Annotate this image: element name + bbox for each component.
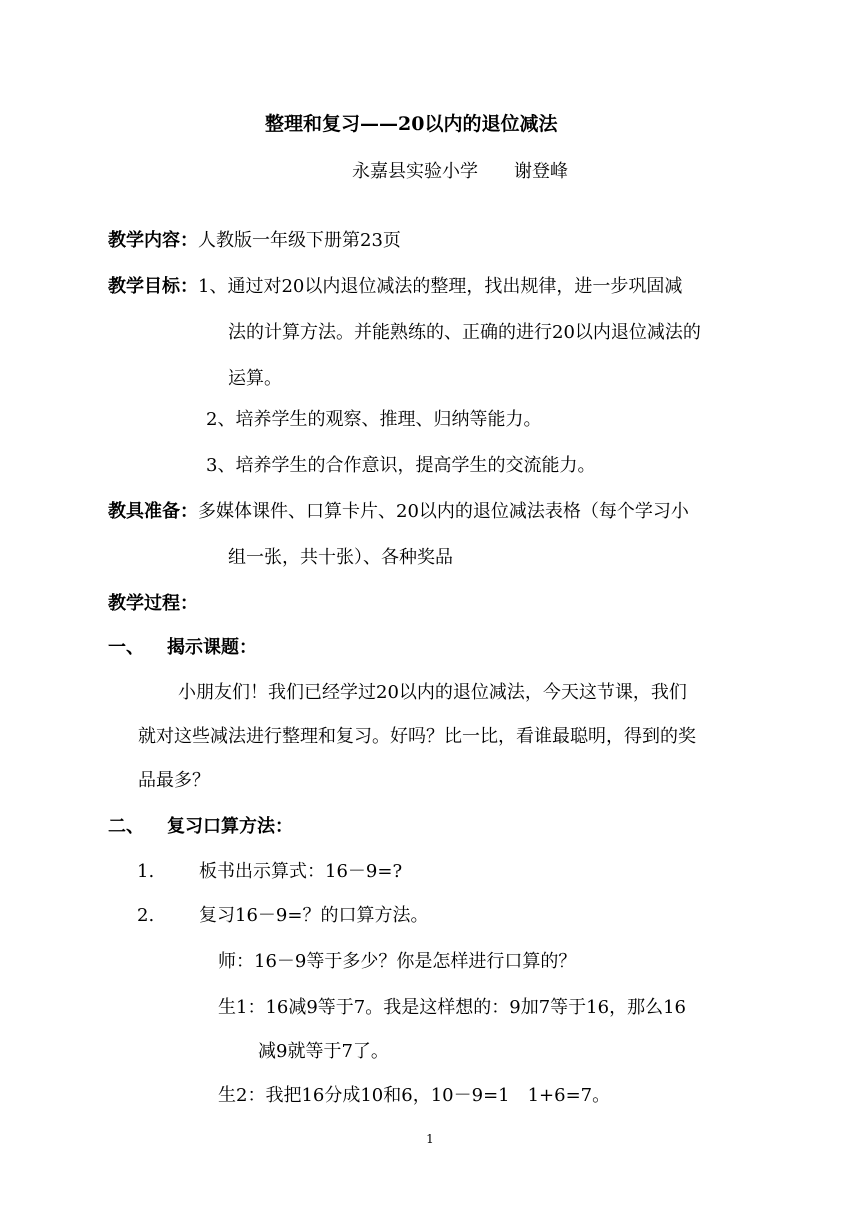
section-1-para-line-1: 小朋友们！我们已经学过20以内的退位减法，今天这节课，我们 [178, 682, 687, 703]
page-number: 1 [426, 1132, 434, 1146]
section-1-heading: 揭示课题： [167, 637, 257, 658]
section-1-para-line-3: 品最多？ [138, 770, 210, 791]
goal-1-line-2: 法的计算方法。并能熟练的、正确的进行20以内退位减法的 [228, 322, 701, 343]
section-2-number: 二、 [108, 816, 144, 837]
goal-1-line-3: 运算。 [228, 368, 282, 389]
page-title: 整理和复习——20以内的退位减法 [265, 113, 558, 135]
content-row [108, 229, 401, 253]
item-1-number: 1. [137, 861, 155, 882]
content-text: 人教版一年级下册第23页 [198, 230, 401, 251]
goal-3: 3、培养学生的合作意识，提高学生的交流能力。 [206, 455, 596, 476]
goals-label: 教学目标： [108, 276, 198, 297]
student-2-answer: 生2：我把16分成10和6，10－9=1 1+6=7。 [218, 1085, 611, 1106]
teacher-question: 师：16－9等于多少？你是怎样进行口算的？ [218, 951, 577, 972]
item-1-text: 板书出示算式：16－9=? [199, 861, 403, 882]
section-1-number: 一、 [108, 637, 144, 658]
goals-row [108, 275, 682, 299]
goal-2: 2、培养学生的观察、推理、归纳等能力。 [206, 409, 542, 430]
author-line: 永嘉县实验小学 谢登峰 [352, 161, 568, 182]
content-label: 教学内容： [108, 230, 198, 251]
item-2-number: 2. [137, 905, 155, 926]
section-1-para-line-2: 就对这些减法进行整理和复习。好吗？比一比，看谁最聪明，得到的奖 [138, 726, 696, 747]
student-1-line-1: 生1：16减9等于7。我是这样想的：9加7等于16，那么16 [218, 997, 686, 1018]
item-2-text: 复习16－9=？的口算方法。 [199, 905, 429, 926]
prep-line-2: 组一张，共十张）、各种奖品 [228, 547, 453, 568]
prep-label: 教具准备： [108, 501, 198, 522]
student-1-line-2: 减9就等于7了。 [258, 1041, 389, 1062]
prep-line-1: 多媒体课件、口算卡片、20以内的退位减法表格（每个学习小 [198, 501, 689, 522]
section-2-heading: 复习口算方法： [167, 816, 293, 837]
process-label: 教学过程： [108, 593, 198, 614]
prep-row [108, 500, 689, 524]
goal-1-line-1: 1、通过对20以内退位减法的整理，找出规律，进一步巩固减 [198, 276, 683, 297]
